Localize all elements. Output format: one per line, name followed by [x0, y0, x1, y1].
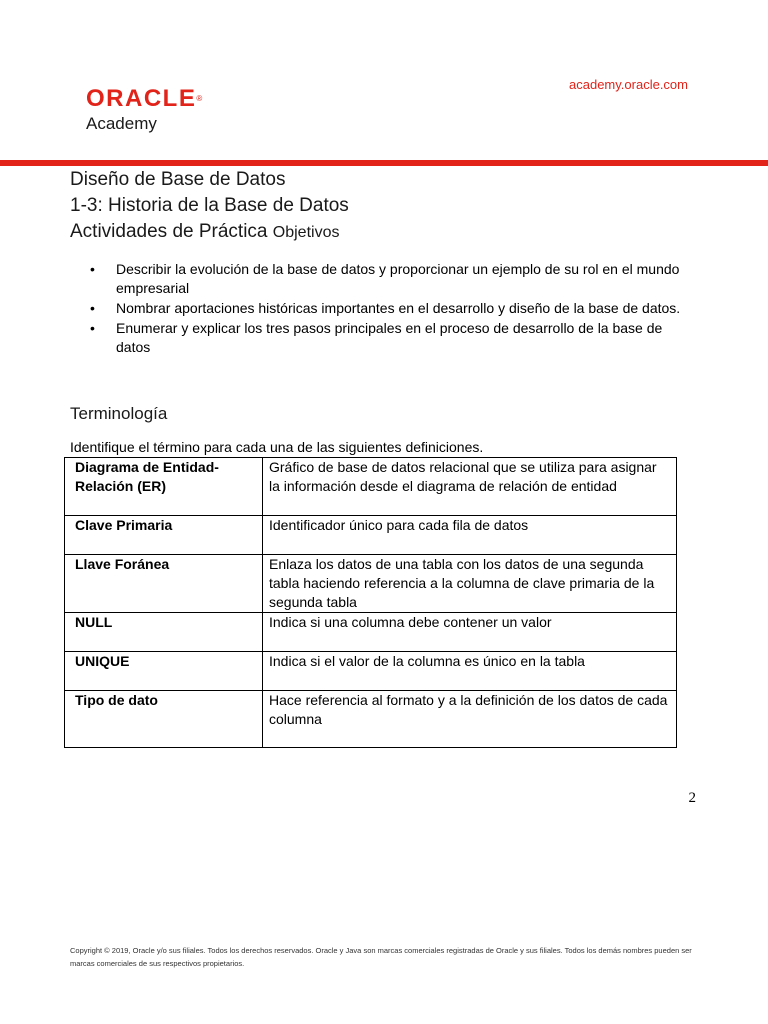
activity-title-line — [70, 219, 349, 246]
table-row — [65, 613, 677, 652]
definition-cell: Hace referencia al formato y a la definición de los datos de cada columna — [263, 691, 677, 748]
term-cell: Llave Foránea — [65, 555, 263, 613]
definition-cell: Indica si una columna debe contener un valor — [263, 613, 677, 652]
definition-cell: Identificador único para cada fila de datos — [263, 516, 677, 555]
objectives-list — [88, 260, 698, 358]
lesson-title: 1-3: Historia de la Base de Datos — [70, 195, 349, 216]
terminology-heading: Terminología — [70, 404, 168, 423]
activity-title: Actividades de Práctica — [70, 221, 268, 242]
page-number: 2 — [688, 790, 696, 806]
bullet-icon: • — [90, 261, 95, 277]
term-cell: NULL — [65, 613, 263, 652]
objective-item: • Enumerar y explicar los tres pasos principales en el proceso de desarrollo de la base de datos — [90, 320, 663, 355]
term-cell: Diagrama de Entidad-Relación (ER) — [65, 458, 263, 516]
document-titles — [70, 167, 349, 246]
definition-cell: Gráfico de base de datos relacional que se utiliza para asignar la información desde el diagrama de relación de entidad — [263, 458, 677, 516]
header-divider — [0, 160, 768, 166]
course-title: Diseño de Base de Datos — [70, 169, 286, 190]
definition-cell: Indica si el valor de la columna es único en la tabla — [263, 652, 677, 691]
objectives-heading: Objetivos — [272, 224, 340, 241]
oracle-academy-logo — [86, 86, 204, 134]
bullet-icon: • — [90, 320, 95, 336]
bullet-icon: • — [90, 300, 95, 316]
copyright-footer: Copyright © 2019, Oracle y/o sus filiales. Todos los derechos reservados. Oracle y Java son marcas comerciales registradas de Oracle y sus filiales. Todos los demás nombres pueden ser marcas comerciales de sus respectivos propietarios. — [70, 946, 692, 968]
terminology-table — [64, 457, 677, 748]
table-row — [65, 458, 677, 516]
definition-cell: Enlaza los datos de una tabla con los datos de una segunda tabla haciendo referencia a la columna de clave primaria de la segunda tabla — [263, 555, 677, 613]
term-cell: UNIQUE — [65, 652, 263, 691]
academy-site-link[interactable]: academy.oracle.com — [569, 77, 688, 92]
table-row — [65, 555, 677, 613]
objective-item: • Nombrar aportaciones históricas importantes en el desarrollo y diseño de la base de datos. — [90, 300, 681, 316]
table-row — [65, 652, 677, 691]
terminology-instructions: Identifique el término para cada una de las siguientes definiciones. — [70, 439, 484, 455]
table-row — [65, 691, 677, 748]
oracle-logo-wordmark: ORACLE® — [86, 85, 204, 112]
academy-logo-text: Academy — [86, 114, 157, 133]
registered-mark: ® — [196, 94, 204, 103]
objective-item: • Describir la evolución de la base de datos y proporcionar un ejemplo de su rol en el mundo empresarial — [90, 261, 680, 296]
term-cell: Clave Primaria — [65, 516, 263, 555]
term-cell: Tipo de dato — [65, 691, 263, 748]
table-row — [65, 516, 677, 555]
